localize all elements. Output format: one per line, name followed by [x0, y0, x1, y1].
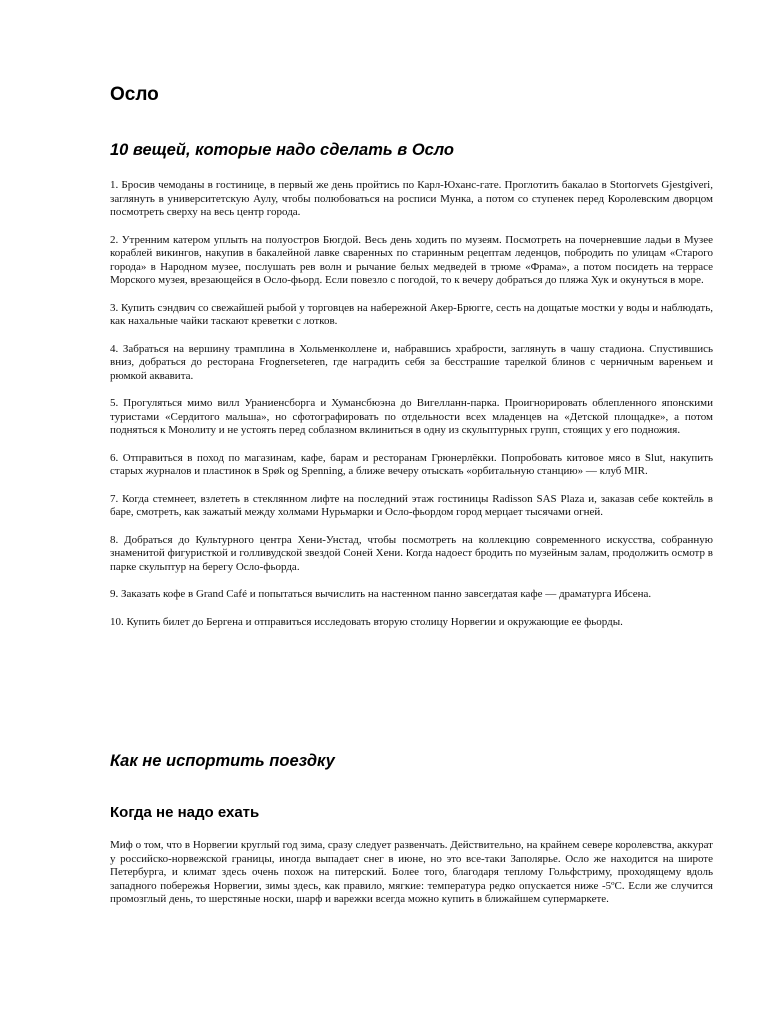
page-title: Осло — [110, 84, 159, 105]
list-item: 4. Забраться на вершину трамплина в Хольменколлене и, набравшись храбрости, заглянуть в чашу стадиона. Спустившись вниз, добраться до ресторана Frognerseteren, где наградить себя за бесстрашие тарелкой блинов с черничным вареньем и рюмкой аквавита. — [110, 342, 713, 382]
subheading-when-not-to-go: Когда не надо ехать — [110, 804, 260, 821]
list-item: 2. Утренним катером уплыть на полуостров Бюгдой. Весь день ходить по музеям. Посмотреть на почерневшие ладьи в Музее кораблей викингов, накупив в бакалейной лавке сваренных по старинным рецептам леденцов, побродить по улицам «Старого города» в Народном музее, послушать рев волн и рычание белых медведей в трюме «Фрама», а потом посидеть на террасе Морского музея, врезающейся в Осло-фьорд. Если повезло с погодой, то к вечеру добраться до пляжа Хук и окунуться в море. — [110, 233, 713, 286]
list-item: 8. Добраться до Культурного центра Хени-Унстад, чтобы посмотреть на коллекцию современного искусства, собранную знаменитой фигуристкой и голливудской звездой Соней Хени. Когда надоест бродить по музейным залам, продолжить осмотр в парке скульптур на берегу Осло-фьорда. — [110, 533, 713, 573]
list-item: 5. Прогуляться мимо вилл Ураниенсборга и Хумансбюэна до Вигелланн-парка. Проигнорировать облепленного японскими туристами «Сердитого мальша», но сфотографировать по отдельности всех младенцев на «Детской площадке», а потом подняться к Монолиту и не устоять перед соблазном вклиниться в одну из скульптурных групп, стоящих у его подножия. — [110, 397, 713, 436]
list-item: 3. Купить сэндвич со свежайшей рыбой у торговцев на набережной Акер-Брюгге, сесть на дощатые мостки у воды и наблюдать, как нахальные чайки таскают креветки с лотков. — [110, 301, 713, 327]
list-item: 7. Когда стемнеет, взлететь в стеклянном лифте на последний этаж гостиницы Radisson SAS Plaza и, заказав себе коктейль в баре, смотреть, как зажатый между холмами Нурьмарки и Осло-фьордом город мерцает тысячами огней. — [110, 492, 713, 518]
list-item: 6. Отправиться в поход по магазинам, кафе, барам и ресторанам Грюнерлёкки. Попробовать китовое мясо в Slut, накупить старых журналов и пластинок в Spøk og Spenning, а ближе вечеру отыскать «орбитальную станцию» — клуб MIR. — [110, 451, 713, 477]
list-item: 9. Заказать кофе в Grand Café и попытаться вычислить на настенном панно завсегдатая кафе — драматурга Ибсена. — [110, 588, 652, 600]
list-item: 1. Бросив чемоданы в гостинице, в первый же день пройтись по Карл-Юханс-гате. Проглотить бакалао в Stortorvets Gjestgiveri, заглянуть в университетскую Аулу, чтобы полюбоваться на росписи Мунка, а потом со ступенек перед Королевским дворцом посмотреть сверху на весь центр города. — [110, 179, 713, 218]
things-to-do-list — [110, 179, 713, 643]
section-heading-trip-tips: Как не испортить поездку — [110, 752, 335, 770]
list-item: 10. Купить билет до Бергена и отправиться исследовать вторую столицу Норвегии и окружающие ее фьорды. — [110, 615, 623, 628]
paragraph-climate: Миф о том, что в Норвегии круглый год зима, сразу следует развенчать. Действительно, на крайнем севере королевства, аккурат у российско-норвежской границы, иногда выпадает снег в июне, но это все-таки Заполярье. Осло же находится на широте Петербурга, и климат здесь очень похож на питерский. Более того, благодаря теплому Гольфстриму, проходящему вдоль западного побережья Норвегии, зимы здесь, как правило, мягкие: температура редко опускается ниже -5ºC. Если же случится промозглый день, то шерстяные носки, шарф и варежки всегда можно купить в ближайшем супермаркете. — [110, 839, 713, 905]
section-heading-things-to-do: 10 вещей, которые надо сделать в Осло — [110, 141, 454, 159]
